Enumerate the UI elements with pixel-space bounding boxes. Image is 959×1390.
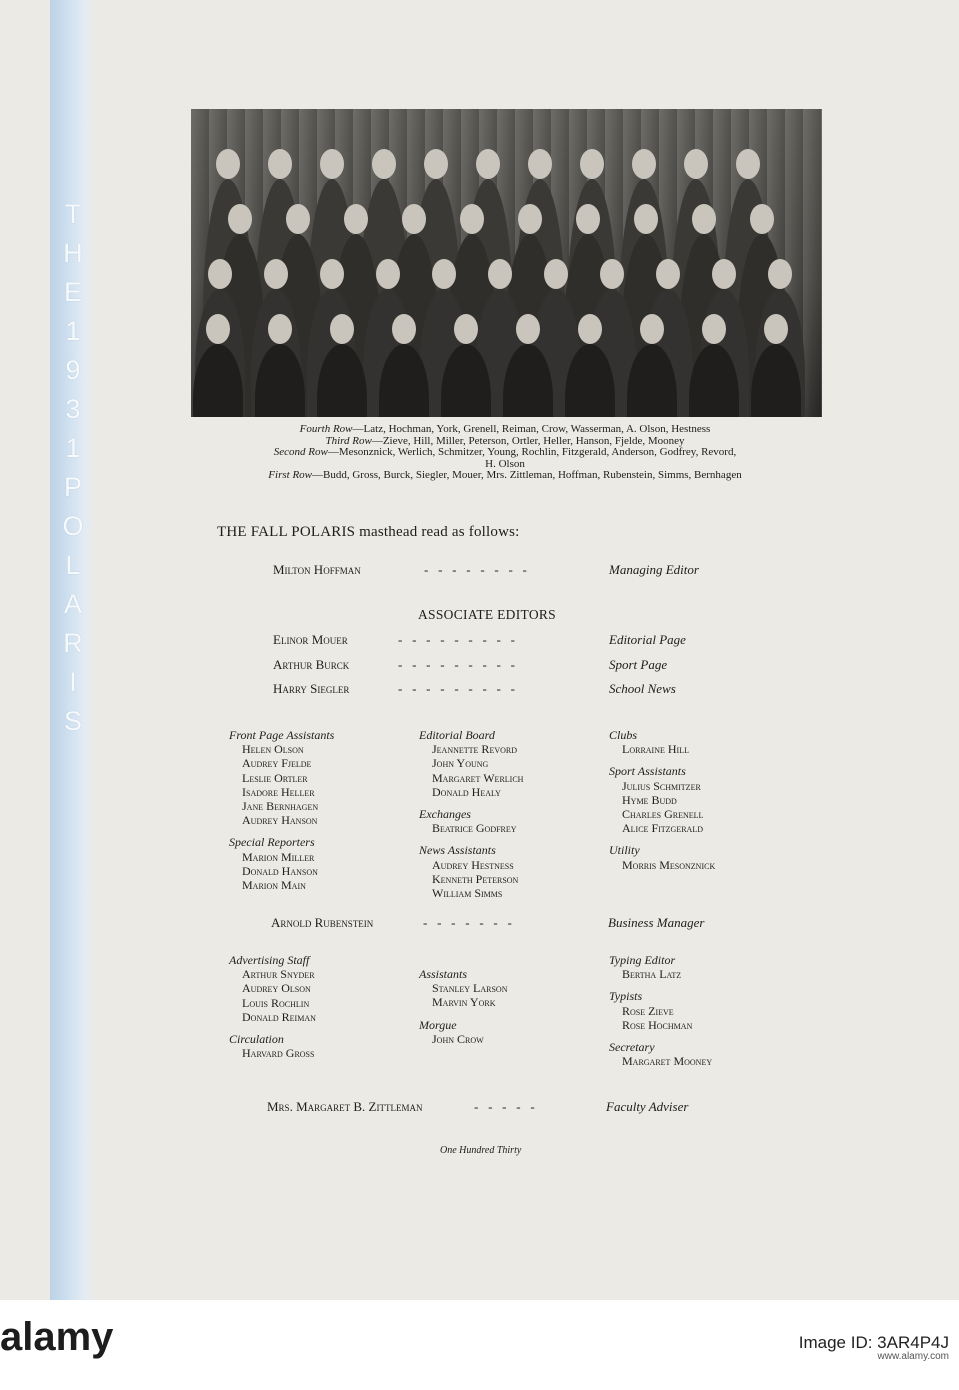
staff-group-heading: Sport Assistants	[609, 764, 686, 779]
staff-member-name: Louis Rochlin	[242, 995, 310, 1010]
photo-face	[764, 314, 788, 344]
staff-group-heading: Morgue	[419, 1017, 457, 1032]
caption-row-label: Fourth Row	[299, 423, 353, 435]
caption-row-label: Third Row	[325, 434, 372, 447]
associate-role: Sport Page	[609, 657, 668, 672]
photo-face	[320, 259, 344, 289]
staff-member-name: William Simms	[432, 886, 503, 901]
staff-member-name: Bertha Latz	[622, 967, 682, 982]
side-title-letter: 9	[65, 355, 81, 385]
photo-face	[768, 259, 792, 289]
managing-editor-name: Milton Hoffman	[273, 562, 361, 577]
caption-row-label: Second Row	[273, 446, 328, 458]
staff-member-name: Marvin York	[432, 995, 496, 1010]
staff2-column-middle	[419, 967, 507, 1046]
photo-face	[488, 259, 512, 289]
staff-member-name: Rose Zieve	[622, 1003, 674, 1018]
side-title-letter: P	[63, 472, 82, 502]
staff-group-heading: Circulation	[229, 1032, 284, 1047]
staff2-column-right	[609, 953, 712, 1068]
photo-face	[460, 204, 484, 234]
staff-column-middle	[419, 728, 523, 900]
photo-face	[344, 204, 368, 234]
photo-caption	[150, 424, 860, 482]
photo-face	[634, 204, 658, 234]
side-title-letter: R	[63, 628, 83, 658]
caption-names: —Mesonznick, Werlich, Schmitzer, Young, Rochlin, Fitzgerald, Anderson, Godfrey, Revord,	[327, 446, 737, 458]
photo-face	[516, 314, 540, 344]
photo-face	[702, 314, 726, 344]
photo-face	[656, 259, 680, 289]
caption-line	[150, 470, 860, 482]
photo-face	[576, 204, 600, 234]
associate-dashes: - - - - - - - - -	[398, 632, 515, 647]
caption-names: —Zieve, Hill, Miller, Peterson, Ortler, Heller, Hanson, Fjelde, Mooney	[371, 434, 685, 447]
associate-role: Editorial Page	[609, 632, 686, 647]
staff-group-heading: Editorial Board	[419, 728, 495, 742]
photo-face	[578, 314, 602, 344]
photo-face	[206, 314, 230, 344]
site-url: www.alamy.com	[877, 1351, 949, 1362]
business-manager-name: Arnold Rubenstein	[271, 915, 374, 930]
managing-editor-dashes: - - - - - - - -	[424, 562, 527, 577]
staff-member-name: Margaret Mooney	[622, 1054, 713, 1069]
staff-group-heading: Secretary	[609, 1040, 655, 1055]
side-title-letter: S	[63, 706, 82, 736]
side-title-letter: E	[63, 277, 82, 307]
staff-member-name: Audrey Hestness	[432, 857, 514, 872]
staff-member-name: Audrey Olson	[242, 981, 311, 996]
staff-member-name: Julius Schmitzer	[622, 778, 701, 793]
photo-face	[208, 259, 232, 289]
alamy-logo: alamy	[0, 1315, 114, 1359]
staff-member-name: John Young	[432, 756, 489, 771]
side-title-letter: O	[62, 511, 84, 541]
staff-member-name: Donald Hanson	[242, 863, 318, 878]
staff-member-name: Arthur Snyder	[242, 967, 315, 982]
page-folio: One Hundred Thirty	[440, 1145, 522, 1156]
staff-member-name: Lorraine Hill	[622, 742, 689, 757]
photo-face	[402, 204, 426, 234]
staff-member-name: John Crow	[432, 1031, 484, 1046]
staff-member-name: Leslie Ortler	[242, 770, 308, 785]
photo-face	[392, 314, 416, 344]
caption-names: H. Olson	[485, 457, 525, 470]
staff-member-name: Donald Healy	[432, 784, 501, 799]
photo-face	[750, 204, 774, 234]
photo-face	[640, 314, 664, 344]
staff-group-heading: Front Page Assistants	[229, 728, 335, 742]
footer-info	[798, 1333, 949, 1364]
faculty-adviser-name: Mrs. Margaret B. Zittleman	[267, 1099, 423, 1114]
staff-group-heading: Exchanges	[419, 807, 471, 822]
side-title-letter: 3	[65, 394, 81, 424]
staff-group-heading: Assistants	[419, 967, 468, 981]
image-id: Image ID: 3AR4P4J	[798, 1333, 949, 1352]
photo-face	[432, 259, 456, 289]
staff-column-left	[229, 728, 334, 892]
caption-names: —Budd, Gross, Burck, Siegler, Mouer, Mrs. Zittleman, Hoffman, Rubenstein, Simms, Bernhagen	[312, 469, 742, 481]
photo-face	[736, 149, 760, 179]
staff-member-name: Donald Reiman	[242, 1009, 316, 1024]
side-title	[50, 195, 96, 741]
side-title-letter: 1	[65, 433, 81, 463]
staff-member-name: Charles Grenell	[622, 807, 704, 822]
staff-member-name: Beatrice Godfrey	[432, 821, 517, 836]
associate-dashes: - - - - - - - - -	[398, 657, 515, 672]
photo-face	[692, 204, 716, 234]
staff-group-heading: Utility	[609, 843, 640, 858]
photo-face	[544, 259, 568, 289]
photo-face	[228, 204, 252, 234]
faculty-adviser-role: Faculty Adviser	[606, 1099, 689, 1114]
caption-names: —Latz, Hochman, York, Grenell, Reiman, Crow, Wasserman, A. Olson, Hestness	[352, 423, 711, 435]
photo-face	[712, 259, 736, 289]
masthead-intro: THE FALL POLARIS masthead read as follows:	[217, 524, 520, 540]
staff-member-name: Isadore Heller	[242, 784, 315, 799]
photo-face	[268, 314, 292, 344]
associate-editors-heading: ASSOCIATE EDITORS	[418, 607, 556, 622]
associate-name: Arthur Burck	[273, 657, 350, 672]
associate-dashes: - - - - - - - - -	[398, 681, 515, 696]
staff-member-name: Rose Hochman	[622, 1017, 693, 1032]
staff-group-heading: Special Reporters	[229, 835, 315, 850]
staff-member-name: Hyme Budd	[622, 792, 677, 807]
photo-face	[476, 149, 500, 179]
associate-name: Elinor Mouer	[273, 632, 348, 647]
staff-member-name: Morris Mesonznick	[622, 857, 716, 872]
staff-group-heading: News Assistants	[419, 843, 496, 858]
managing-editor-role: Managing Editor	[609, 562, 699, 577]
staff-group-heading: Clubs	[609, 728, 638, 742]
side-title-letter: H	[63, 238, 83, 268]
photo-face	[600, 259, 624, 289]
staff-member-name: Margaret Werlich	[432, 770, 524, 785]
staff-member-name: Marion Main	[242, 878, 306, 893]
side-title-letter: T	[64, 199, 82, 229]
associate-name: Harry Siegler	[273, 681, 350, 696]
photo-face	[372, 149, 396, 179]
business-manager-dashes: - - - - - - -	[423, 915, 512, 930]
staff-member-name: Audrey Fjelde	[242, 756, 312, 771]
side-title-letter: 1	[65, 316, 81, 346]
faculty-adviser-dashes: - - - - -	[474, 1099, 535, 1114]
staff-member-name: Helen Olson	[242, 742, 304, 757]
staff-member-name: Stanley Larson	[432, 981, 508, 996]
staff-member-name: Kenneth Peterson	[432, 871, 519, 886]
photo-face	[376, 259, 400, 289]
photo-face	[684, 149, 708, 179]
caption-row-label: First Row	[268, 469, 312, 481]
side-title-letter: I	[69, 667, 77, 697]
staff2-column-left	[229, 953, 316, 1060]
staff-group-heading: Typing Editor	[609, 953, 676, 967]
photo-face	[268, 149, 292, 179]
side-title-letter: L	[65, 550, 81, 580]
photo-face	[424, 149, 448, 179]
photo-face	[216, 149, 240, 179]
business-manager-role: Business Manager	[608, 915, 705, 930]
staff-member-name: Jeannette Revord	[432, 742, 517, 757]
staff-member-name: Marion Miller	[242, 849, 315, 864]
side-title-letter: A	[63, 589, 82, 619]
photo-face	[264, 259, 288, 289]
staff-member-name: Harvard Gross	[242, 1046, 315, 1061]
group-photo	[191, 109, 822, 417]
photo-face	[286, 204, 310, 234]
staff-member-name: Alice Fitzgerald	[622, 821, 703, 836]
photo-face	[518, 204, 542, 234]
staff-column-right	[609, 728, 715, 872]
staff-member-name: Jane Bernhagen	[242, 799, 319, 814]
staff-group-heading: Advertising Staff	[229, 953, 310, 967]
staff-group-heading: Typists	[609, 989, 643, 1004]
photo-face	[320, 149, 344, 179]
photo-face	[330, 314, 354, 344]
photo-face	[454, 314, 478, 344]
staff-member-name: Audrey Hanson	[242, 813, 318, 828]
photo-face	[528, 149, 552, 179]
photo-face	[580, 149, 604, 179]
associate-role: School News	[609, 681, 676, 696]
photo-face	[632, 149, 656, 179]
